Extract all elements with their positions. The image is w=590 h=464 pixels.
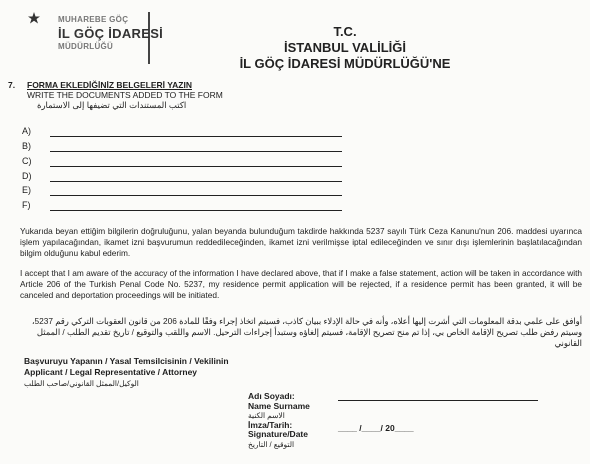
document-letter: D) <box>22 171 32 181</box>
section-7-header <box>8 80 308 112</box>
logo-line-1: MUHAREBE GÖÇ <box>58 15 129 24</box>
sign-label-en: Signature/Date <box>248 429 308 439</box>
name-label-en: Name Surname <box>248 400 310 411</box>
title-line-1: T.C. <box>333 24 357 39</box>
document-line[interactable] <box>50 181 342 182</box>
document-row-f[interactable] <box>22 200 342 213</box>
logo-text <box>58 14 163 53</box>
declaration-en: I accept that I am aware of the accuracy of the information I have declared above, that if I make a false statement, action will be taken in accordance with Article 206 of the Turkish Penal Code No. 5237, my residence permit application will be rejected, if a residence permit has been granted, it will be canceled and deportation proceedings will be initiated. <box>20 268 582 300</box>
declaration-tr: Yukarıda beyan ettiğim bilgilerin doğruluğunu, yalan beyanda bulunduğum takdirde hakkında 5237 sayılı Türk Ceza Kanunu'nun 206. maddesi uyarınca işlem yapılacağından, ikamet izni başvurumun reddedileceğinden, ikamet izni verilmişse iptal edileceğinden ve sınır dışı işlemlerinin başlatılacağından bilgim olduğunu kabul ederim. <box>20 226 582 258</box>
document-row-b[interactable] <box>22 141 342 154</box>
document-letter: A) <box>22 126 31 136</box>
document-row-e[interactable] <box>22 185 342 198</box>
applicant-tr: Başvuruyu Yapanın / Yasal Temsilcisinin / Vekilinin <box>24 356 229 366</box>
title-line-3: İL GÖÇ İDARESİ MÜDÜRLÜĞÜ'NE <box>239 56 451 71</box>
section-title-ar: اكتب المستندات التي تضيفها إلى الاستمارة <box>37 100 187 110</box>
logo-line-2: İL GÖÇ İDARESİ <box>58 26 164 41</box>
document-letter: E) <box>22 185 31 195</box>
name-label-ar: الاسم الكنية <box>248 411 285 420</box>
applicant-block <box>24 356 229 389</box>
title-line-2: İSTANBUL VALİLİĞİ <box>283 40 407 55</box>
document-row-d[interactable] <box>22 171 342 184</box>
section-title-en: WRITE THE DOCUMENTS ADDED TO THE FORM <box>27 90 223 100</box>
applicant-en: Applicant / Legal Representative / Attorney <box>24 367 198 377</box>
document-row-a[interactable] <box>22 126 342 139</box>
logo-line-3: MÜDÜRLÜĞÜ <box>58 42 114 51</box>
document-line[interactable] <box>50 210 342 211</box>
applicant-ar: الوكيل/الممثل القانوني/صاحب الطلب <box>24 379 139 388</box>
document-letter: B) <box>22 141 31 151</box>
date-input[interactable]: ____ /____/ 20____ <box>338 423 414 433</box>
document-letter: C) <box>22 156 32 166</box>
document-line[interactable] <box>50 136 342 137</box>
name-label: Adı Soyadı: <box>248 391 295 401</box>
name-input-line[interactable] <box>338 400 538 401</box>
crescent-star-icon <box>20 8 60 64</box>
declaration-ar: أوافق على علمي بدقة المعلومات التي أشرت إليها أعلاه، وأنه في حالة الإدلاء ببيان كاذب، فسيتم اتخاذ إجراء وفقًا للمادة 206 من قانون العقوبات التركي رقم 5237، وسيتم رفض طلب تصريح الإقامة الخاص بي، إذا تم منح تصريح الإقامة، فسيتم إلغاؤه وستبدأ إجراءات الترحيل. الاسم واللقب والتوقيع / تاريخ تقديم الطلب / الممثل القانوني <box>31 316 582 348</box>
sign-label: İmza/Tarih: <box>248 419 293 430</box>
document-line[interactable] <box>50 166 342 167</box>
section-number: 7. <box>8 80 16 90</box>
document-line[interactable] <box>50 151 342 152</box>
page-title <box>220 24 470 72</box>
sign-label-ar: التوقيع / التاريخ <box>248 439 295 449</box>
section-title: FORMA EKLEDİĞİNİZ BELGELERİ YAZIN <box>27 80 192 90</box>
document-line[interactable] <box>50 195 342 196</box>
document-letter: F) <box>22 200 31 210</box>
document-row-c[interactable] <box>22 156 342 169</box>
